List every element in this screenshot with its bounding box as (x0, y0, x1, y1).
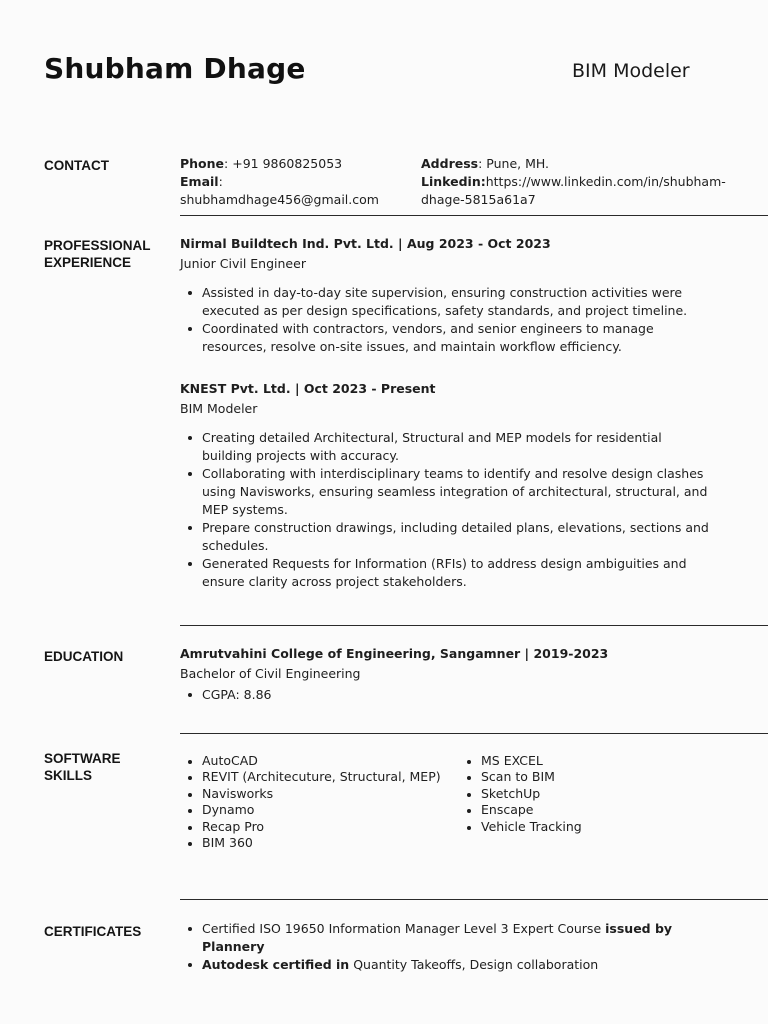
skills-list-2 (459, 753, 709, 835)
job-1-title: Junior Civil Engineer (180, 256, 306, 271)
section-label-certificates: CERTIFICATES (44, 924, 142, 939)
section-label-contact: CONTACT (44, 158, 109, 173)
candidate-role: BIM Modeler (572, 60, 690, 82)
education-degree: Bachelor of Civil Engineering (180, 666, 361, 681)
list-item: Recap Pro (180, 819, 460, 835)
list-item: MS EXCEL (459, 753, 709, 769)
contact-email (180, 173, 420, 209)
contact-phone (180, 155, 420, 173)
skills-column-1 (180, 753, 460, 851)
list-item (180, 956, 680, 974)
phone-label: Phone (180, 156, 225, 171)
contact-right-column (421, 155, 741, 209)
education-entry (180, 645, 720, 704)
list-item: Dynamo (180, 802, 460, 818)
list-item: Collaborating with interdisciplinary teams to identify and resolve design clashes using Navisworks, ensuring seamless integration of architectural, structural, and MEP systems. (180, 465, 710, 519)
section-label-experience (44, 237, 151, 271)
education-bullets (180, 686, 720, 704)
list-item: CGPA: 8.86 (180, 686, 720, 704)
linkedin-label: Linkedin: (421, 174, 486, 189)
address-value: : Pune, MH. (478, 156, 550, 171)
list-item (180, 920, 680, 956)
linkedin-url-line2[interactable]: dhage-5815a61a7 (421, 192, 536, 207)
job-2-bullets (180, 429, 710, 591)
list-item: Enscape (459, 802, 709, 818)
address-label: Address (421, 156, 479, 171)
divider (180, 733, 768, 734)
certificates-entry (180, 920, 680, 974)
list-item: Vehicle Tracking (459, 819, 709, 835)
contact-left-column (180, 155, 420, 209)
job-1 (180, 235, 710, 356)
divider (180, 215, 768, 216)
list-item: Creating detailed Architectural, Structural and MEP models for residential building projects with accuracy. (180, 429, 710, 465)
certificate-2-lead: Autodesk certified in (202, 957, 350, 972)
list-item: Coordinated with contractors, vendors, and senior engineers to manage resources, resolve on-site issues, and maintain workflow efficiency. (180, 320, 710, 356)
certificate-1-text: Certified ISO 19650 Information Manager Level 3 Expert Course (202, 921, 606, 936)
skills-column-2 (459, 753, 709, 835)
contact-linkedin (421, 173, 741, 191)
list-item: Scan to BIM (459, 769, 709, 785)
certificate-2-text: Quantity Takeoffs, Design collaboration (349, 957, 599, 972)
list-item: Prepare construction drawings, including detailed plans, elevations, sections and schedules. (180, 519, 710, 555)
certificate-1-issuer: issued by Plannery (202, 921, 673, 954)
list-item: BIM 360 (180, 835, 460, 851)
job-2 (180, 380, 710, 591)
education-school: Amrutvahini College of Engineering, Sangamner | 2019-2023 (180, 646, 609, 661)
experience-label-line2: EXPERIENCE (44, 255, 132, 270)
list-item: AutoCAD (180, 753, 460, 769)
job-1-company-dates: Nirmal Buildtech Ind. Pvt. Ltd. | Aug 2023 - Oct 2023 (180, 236, 551, 251)
skills-label-line1: SOFTWARE (44, 751, 121, 766)
job-2-company-dates: KNEST Pvt. Ltd. | Oct 2023 - Present (180, 381, 436, 396)
job-2-title: BIM Modeler (180, 401, 258, 416)
certificates-list (180, 920, 680, 974)
list-item: Navisworks (180, 786, 460, 802)
contact-address (421, 155, 741, 173)
divider (180, 899, 768, 900)
skills-list-1 (180, 753, 460, 851)
linkedin-url-line1[interactable]: https://www.linkedin.com/in/shubham- (485, 174, 726, 189)
candidate-name: Shubham Dhage (44, 52, 306, 85)
job-1-bullets (180, 284, 710, 356)
list-item: Assisted in day-to-day site supervision, ensuring construction activities were executed as per design specifications, safety standards, and project timeline. (180, 284, 710, 320)
divider (180, 625, 768, 626)
phone-value: : +91 9860825053 (224, 156, 343, 171)
experience-label-line1: PROFESSIONAL (44, 238, 151, 253)
list-item: Generated Requests for Information (RFIs) to address design ambiguities and ensure clarity across project stakeholders. (180, 555, 710, 591)
list-item: SketchUp (459, 786, 709, 802)
section-label-skills (44, 750, 121, 784)
email-label: Email (180, 174, 219, 189)
email-value: : shubhamdhage456@gmail.com (180, 174, 379, 207)
section-label-education: EDUCATION (44, 649, 124, 664)
skills-label-line2: SKILLS (44, 768, 93, 783)
list-item: REVIT (Architecuture, Structural, MEP) (180, 769, 460, 785)
